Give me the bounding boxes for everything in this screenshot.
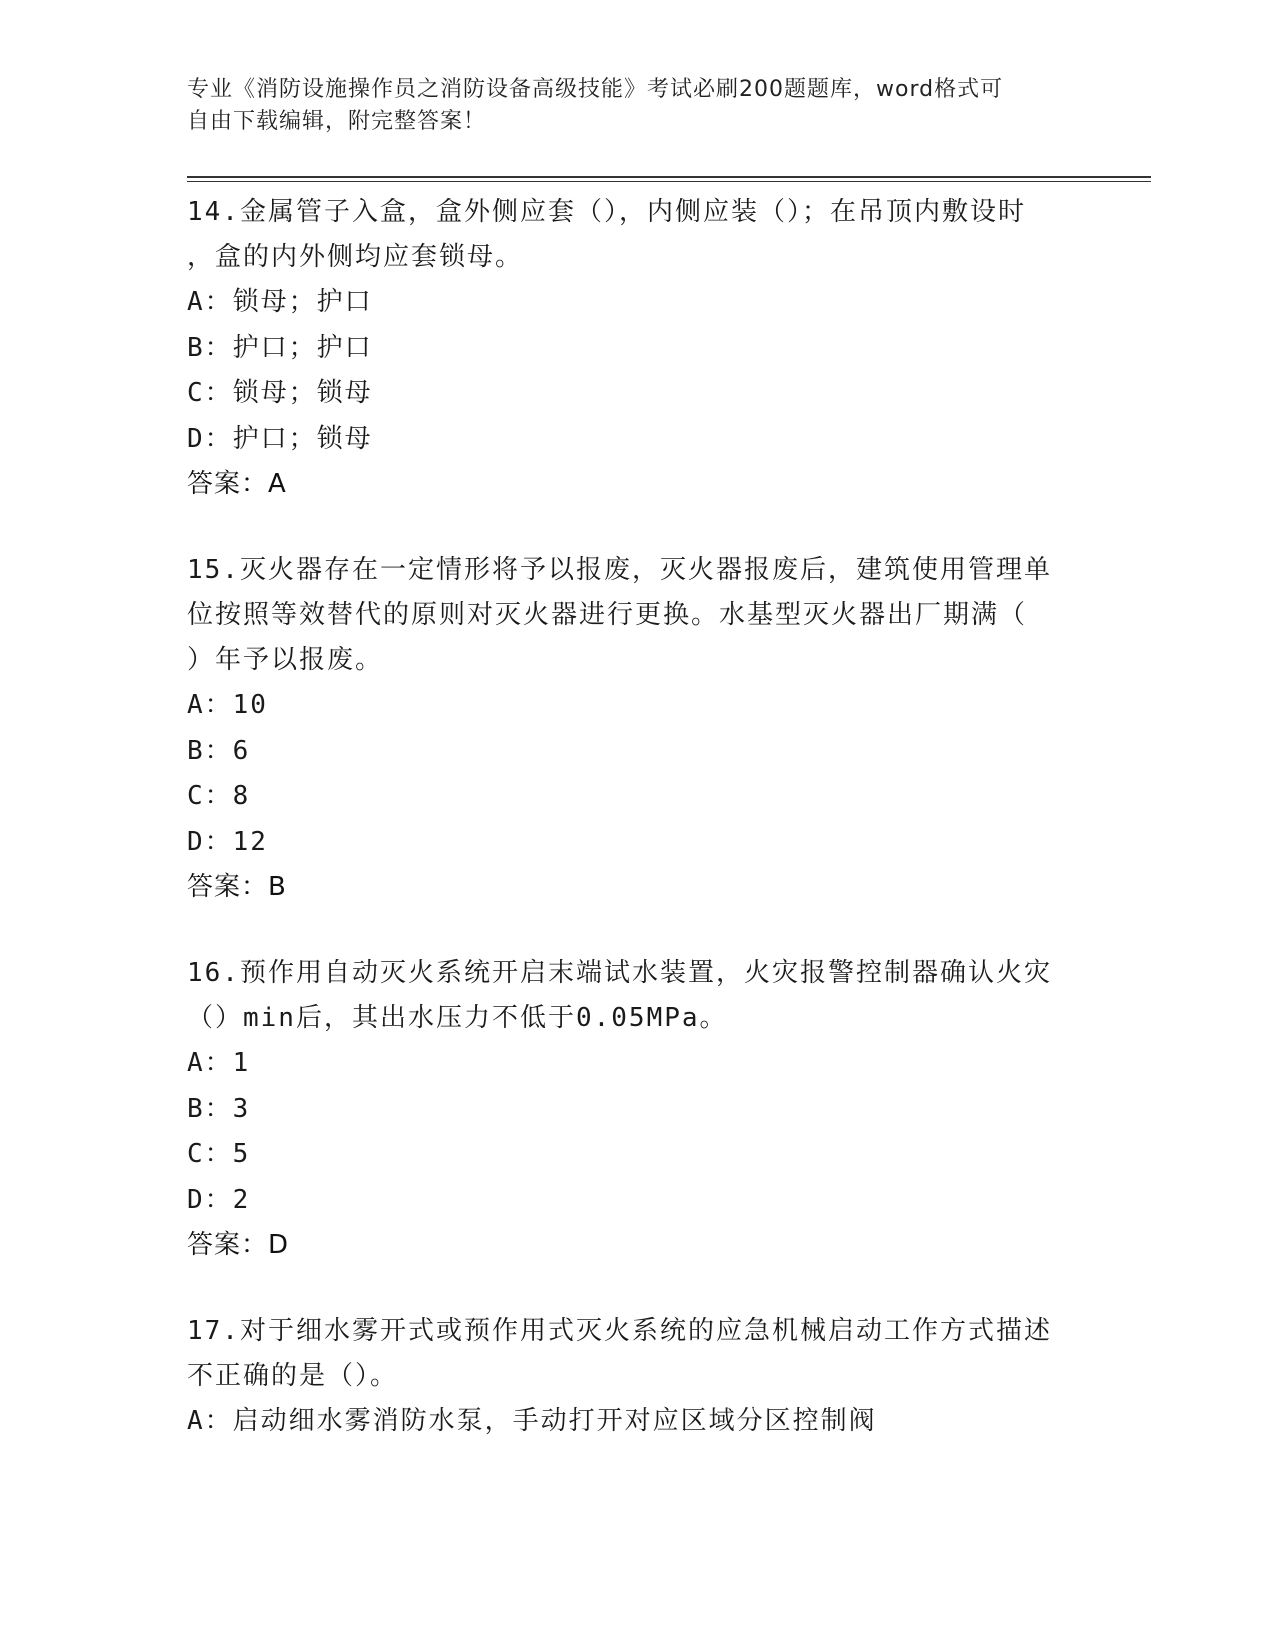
option-c: C：锁母；锁母: [187, 378, 373, 408]
question-16: [187, 951, 1087, 1268]
option-c: C：5: [187, 1139, 251, 1169]
question-stem-line: 14.金属管子入盒，盒外侧应套（），内侧应装（）；在吊顶内敷设时: [187, 197, 1026, 227]
question-stem-line: 17.对于细水雾开式或预作用式灭火系统的应急机械启动工作方式描述: [187, 1316, 1052, 1346]
document-header: [187, 74, 1087, 138]
question-stem-line: 位按照等效替代的原则对灭火器进行更换。水基型灭火器出厂期满（: [187, 600, 1028, 630]
question-stem-line: 16.预作用自动灭火系统开启末端试水装置，火灾报警控制器确认火灾: [187, 958, 1052, 988]
header-line-2: 自由下载编辑，附完整答案！: [187, 109, 487, 134]
question-stem: [187, 951, 1087, 1041]
option-d: D：2: [187, 1184, 251, 1215]
question-15: [187, 548, 1087, 910]
option-c: C：8: [187, 781, 251, 811]
question-stem: [187, 548, 1087, 683]
option-d: D：12: [187, 826, 268, 857]
question-stem-line: ，盒的内外侧均应套锁母。: [187, 242, 524, 272]
header-divider-thin: [187, 181, 1151, 182]
answer-line: 答案：B: [187, 872, 287, 902]
question-stem-line: 不正确的是（）。: [187, 1361, 399, 1391]
option-a: A：10: [187, 690, 268, 720]
option-b: B：护口；护口: [187, 332, 373, 363]
answer-line: 答案：A: [187, 469, 287, 499]
header-line-1: 专业《消防设施操作员之消防设备高级技能》考试必刷200题题库，word格式可: [187, 77, 1004, 102]
header-divider-thick: [187, 176, 1151, 178]
option-a: A：锁母；护口: [187, 287, 373, 317]
question-stem: [187, 190, 1087, 280]
option-a: A：启动细水雾消防水泵，手动打开对应区域分区控制阀: [187, 1406, 877, 1436]
spacer: [187, 1268, 1087, 1309]
question-stem-line: （）min后，其出水压力不低于0.05MPa。: [187, 1003, 728, 1033]
question-stem: [187, 1309, 1087, 1399]
question-17: [187, 1309, 1087, 1445]
spacer: [187, 910, 1087, 951]
question-14: [187, 190, 1087, 507]
answer-line: 答案：D: [187, 1230, 290, 1260]
option-d: D：护口；锁母: [187, 423, 373, 454]
option-b: B：3: [187, 1093, 251, 1124]
spacer: [187, 507, 1087, 548]
option-a: A：1: [187, 1048, 251, 1078]
question-list: [187, 190, 1087, 1445]
question-stem-line: ）年予以报废。: [187, 645, 384, 675]
question-stem-line: 15.灭火器存在一定情形将予以报废，灭火器报废后，建筑使用管理单: [187, 555, 1052, 585]
option-b: B：6: [187, 735, 251, 766]
